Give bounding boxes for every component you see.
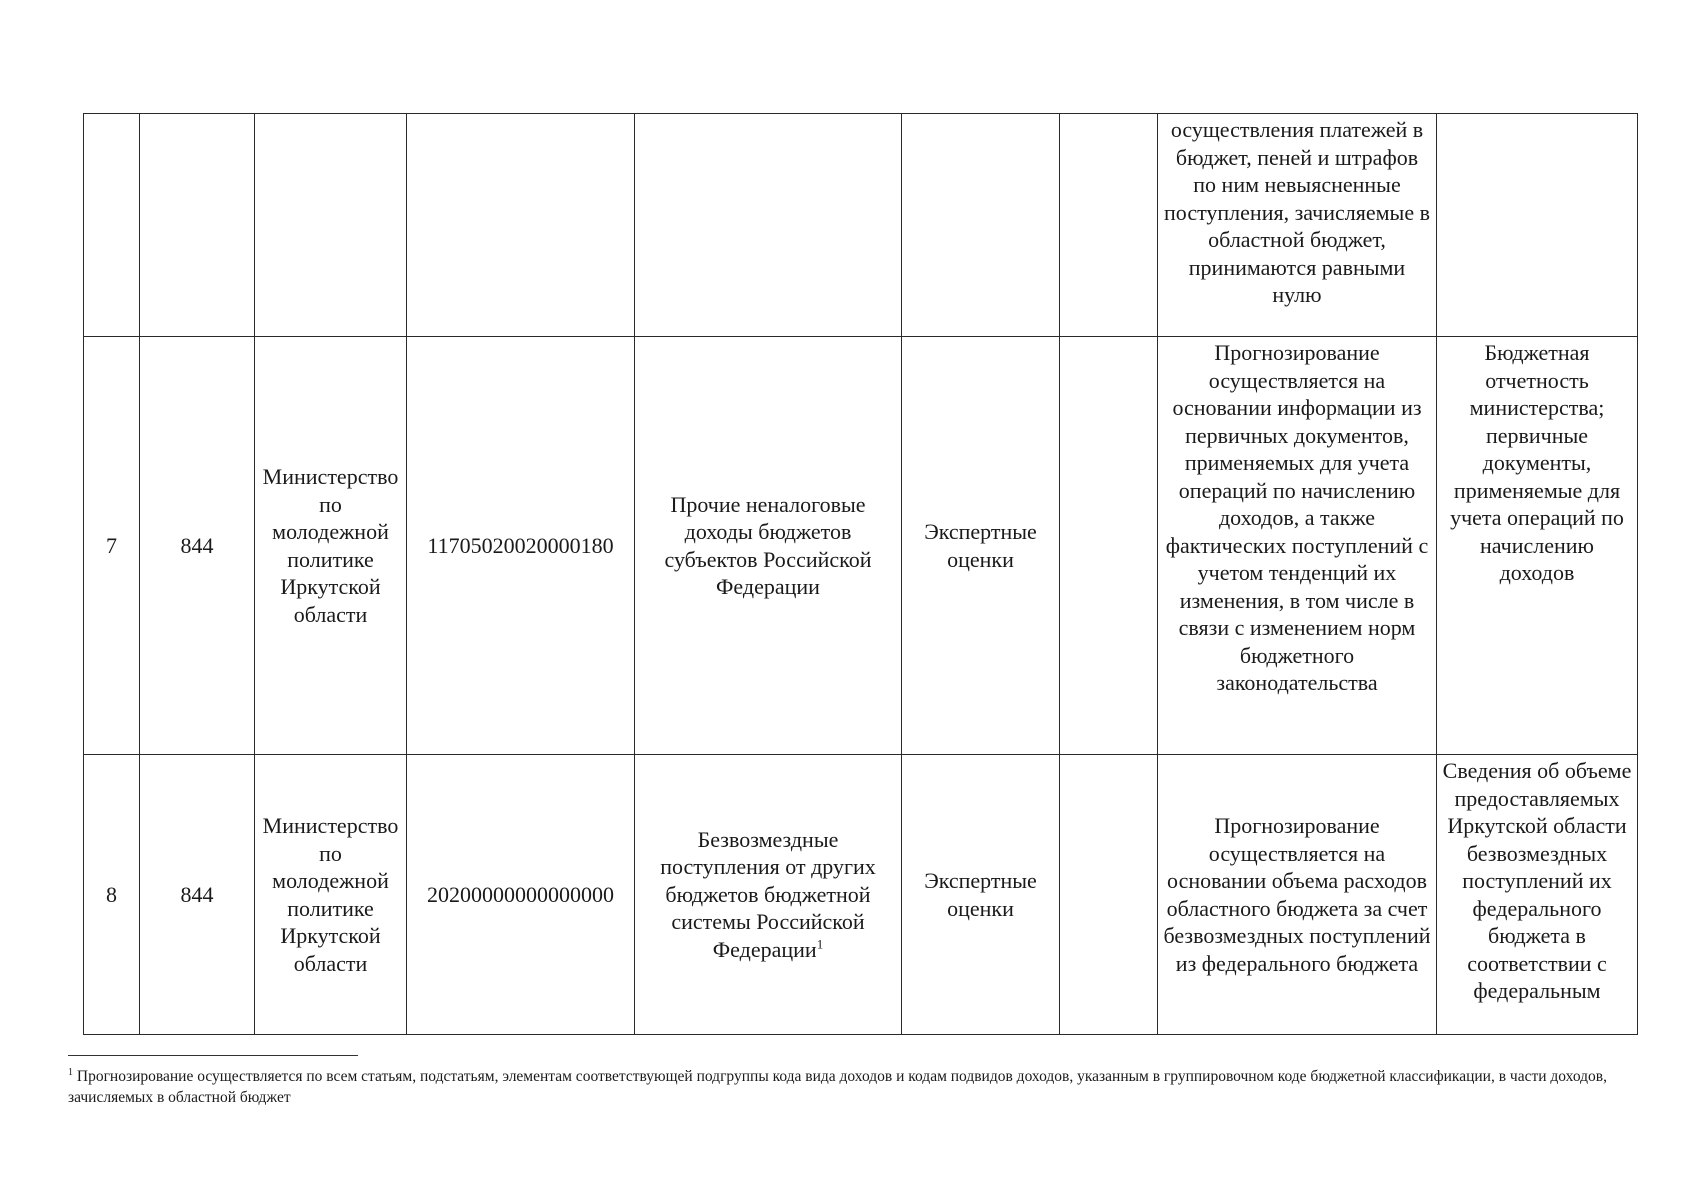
cell-row-number: 8	[84, 755, 140, 1035]
forecast-table	[83, 113, 1638, 1035]
footnote-marker: 1	[68, 1066, 73, 1078]
cell-administrator: Министерство по молодежной политике Иркутской области	[255, 755, 407, 1035]
cell-forecast-algorithm: осуществления платежей в бюджет, пеней и штрафов по ним невыясненные поступления, зачисляемые в областной бюджет, принимаются равными нулю	[1158, 114, 1437, 337]
cell-forecast-algorithm: Прогнозирование осуществляется на основании объема расходов областного бюджета за счет безвозмездных поступлений из федерального бюджета	[1158, 755, 1437, 1035]
cell-administrator: Министерство по молодежной политике Иркутской области	[255, 337, 407, 755]
cell-admin-code	[140, 114, 255, 337]
income-name-text: Безвозмездные поступления от других бюджетов бюджетной системы Российской Федерации	[660, 826, 876, 962]
cell-row-number: 7	[84, 337, 140, 755]
cell-forecast-method	[902, 114, 1060, 337]
cell-budget-classification-code	[407, 114, 635, 337]
footnote-reference: 1	[816, 936, 824, 952]
cell-forecast-method: Экспертные оценки	[902, 755, 1060, 1035]
cell-empty	[1060, 337, 1158, 755]
cell-data-source: Сведения об объеме предоставляемых Иркутской области безвозмездных поступлений их федерального бюджета в соответствии с федеральным	[1437, 755, 1638, 1035]
cell-row-number	[84, 114, 140, 337]
cell-income-name: Прочие неналоговые доходы бюджетов субъектов Российской Федерации	[635, 337, 902, 755]
cell-budget-classification-code: 20200000000000000	[407, 755, 635, 1035]
cell-admin-code: 844	[140, 755, 255, 1035]
cell-empty	[1060, 114, 1158, 337]
cell-budget-classification-code: 11705020020000180	[407, 337, 635, 755]
cell-income-name	[635, 755, 902, 1035]
footnote	[68, 1066, 1648, 1108]
cell-empty	[1060, 755, 1158, 1035]
cell-forecast-method: Экспертные оценки	[902, 337, 1060, 755]
cell-income-name	[635, 114, 902, 337]
footnote-divider	[68, 1055, 358, 1056]
table-row	[84, 755, 1638, 1035]
table-row	[84, 114, 1638, 337]
table-row	[84, 337, 1638, 755]
cell-admin-code: 844	[140, 337, 255, 755]
cell-administrator	[255, 114, 407, 337]
cell-data-source	[1437, 114, 1638, 337]
cell-data-source: Бюджетная отчетность министерства; первичные документы, применяемые для учета операций по начислению доходов	[1437, 337, 1638, 755]
cell-forecast-algorithm: Прогнозирование осуществляется на основании информации из первичных документов, применяемых для учета операций по начислению доходов, а также фактических поступлений с учетом тенденций их изменения, в том числе в связи с изменением норм бюджетного законодательства	[1158, 337, 1437, 755]
footnote-text: Прогнозирование осуществляется по всем статьям, подстатьям, элементам соответствующей подгруппы кода вида доходов и кодам подвидов доходов, указанным в группировочном коде бюджетной классификации, в части доходов, зачисляемых в областной бюджет	[68, 1068, 1607, 1106]
